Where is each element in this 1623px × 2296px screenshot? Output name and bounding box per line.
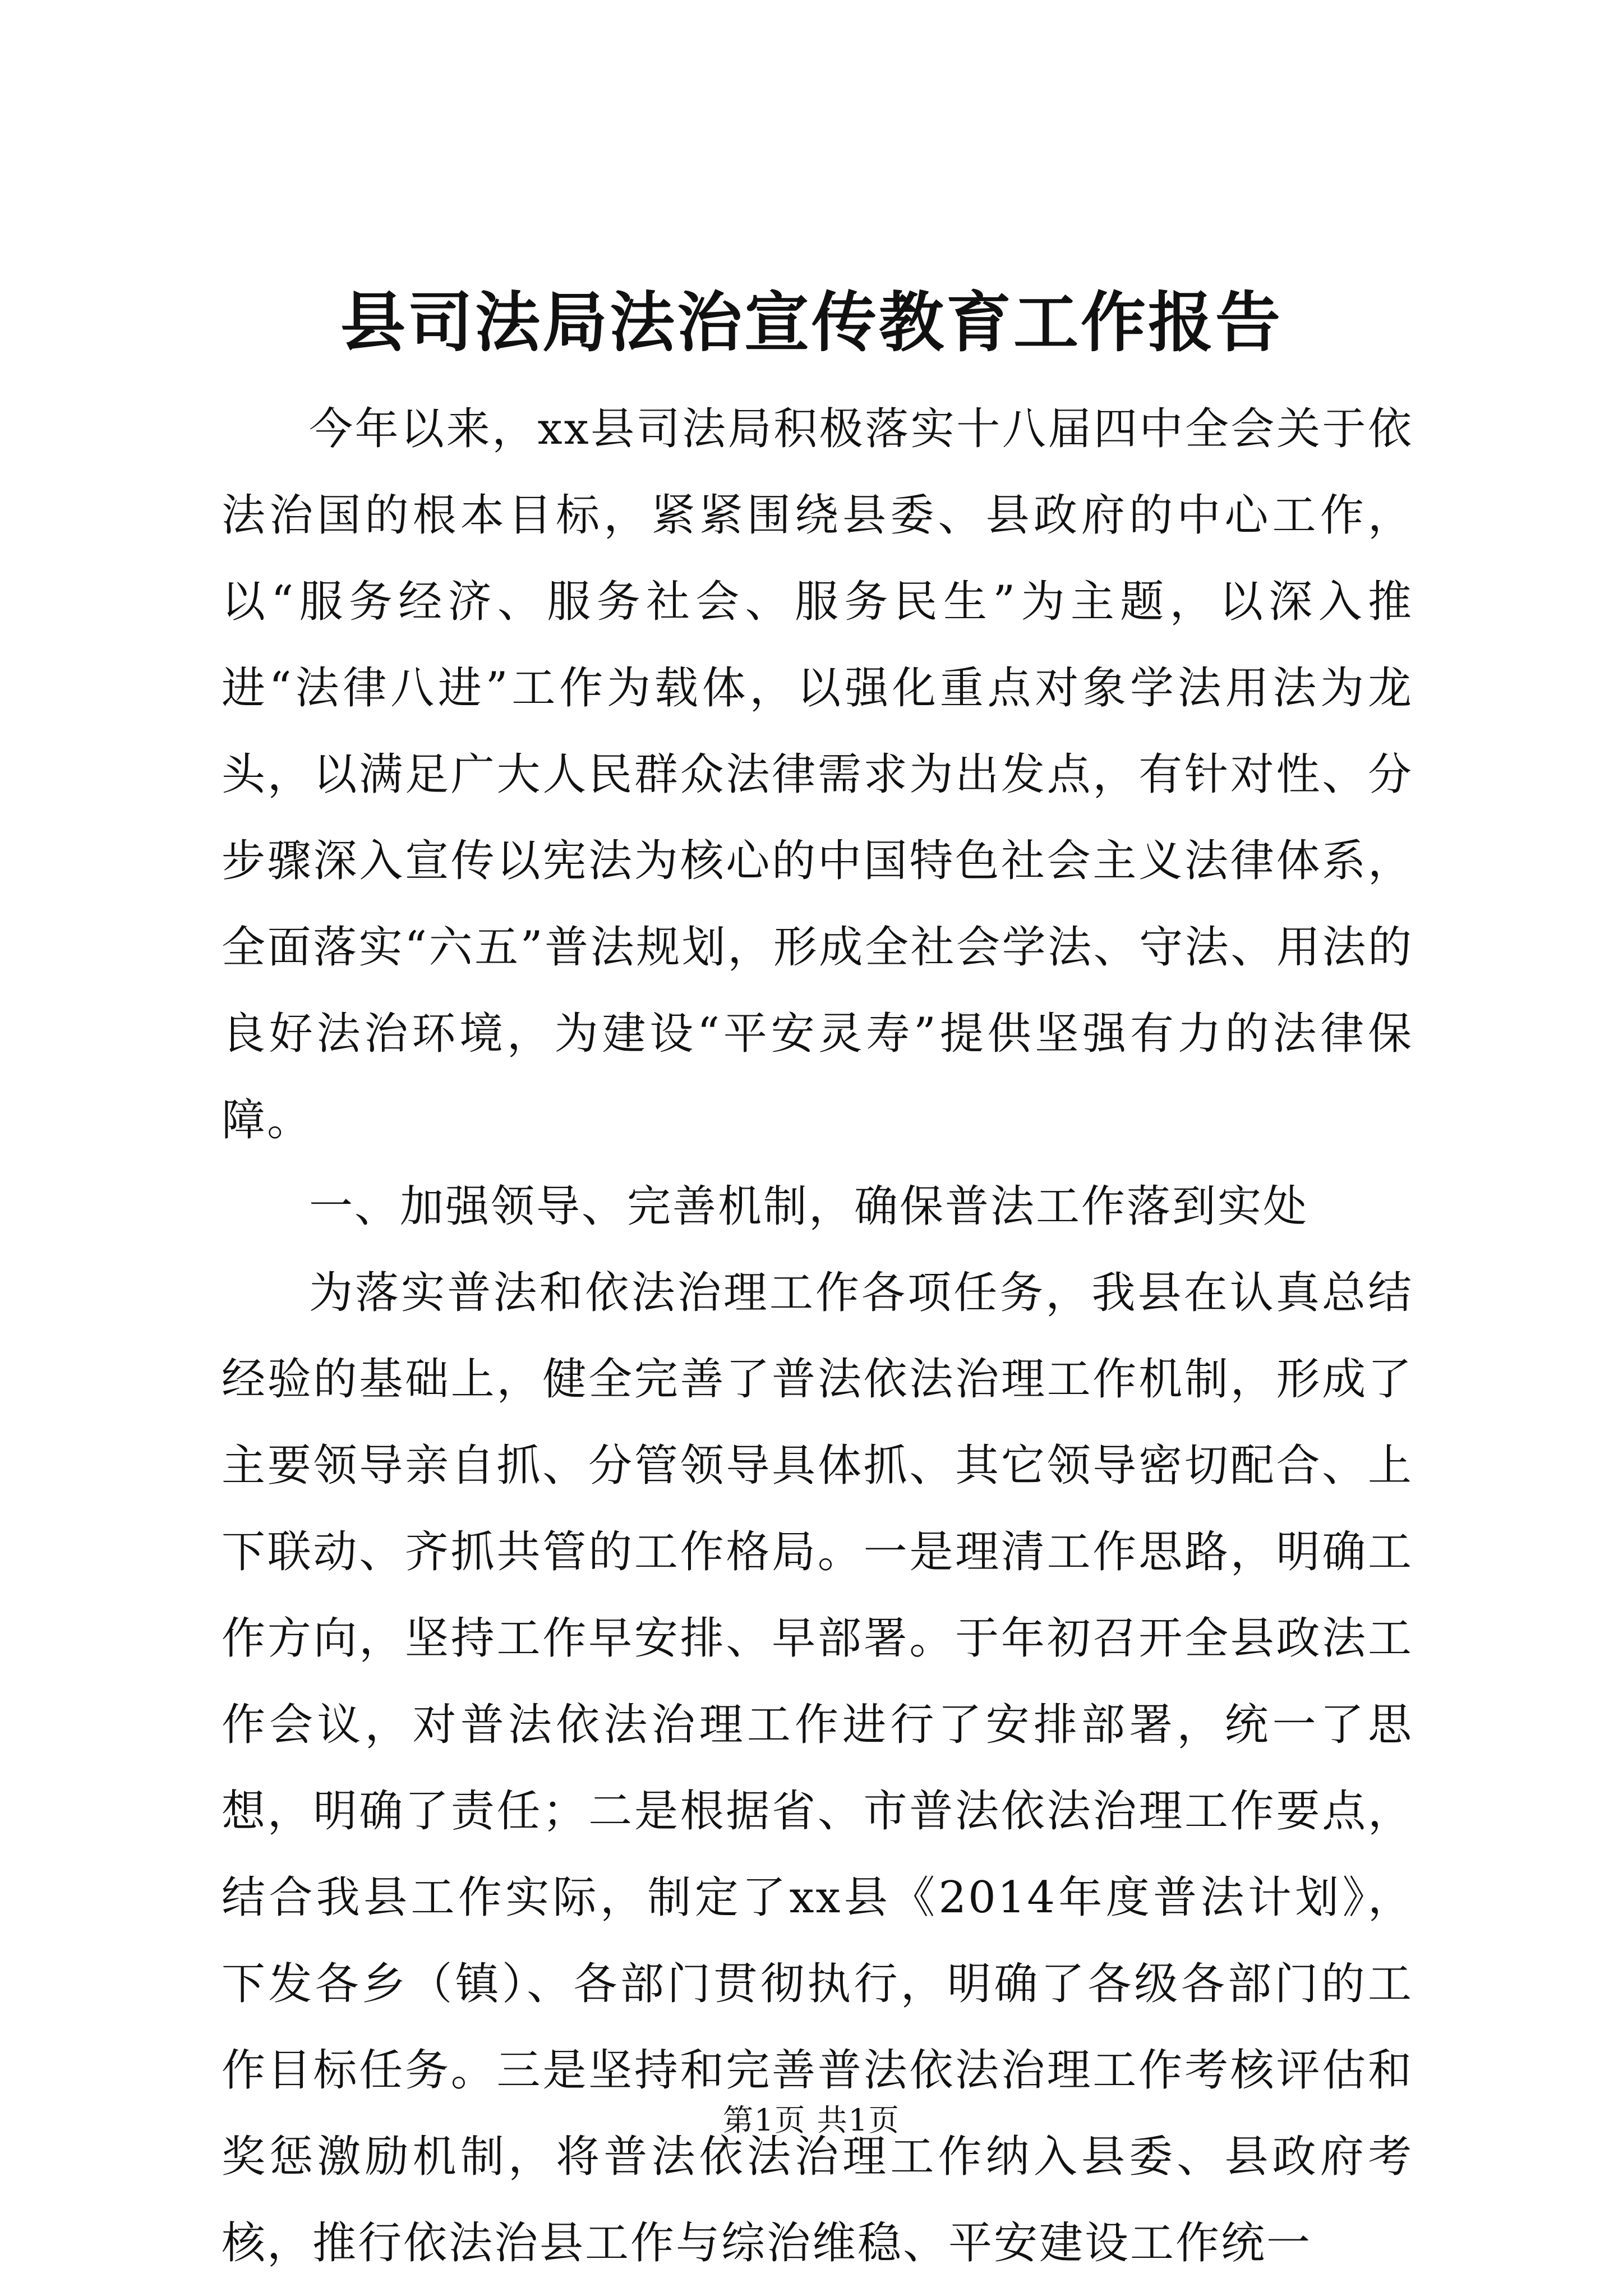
- document-title: 县司法局法治宣传教育工作报告: [340, 284, 1283, 361]
- document-body: [222, 386, 1413, 2286]
- page-footer: 第1页 共1页: [723, 2102, 900, 2138]
- intro-paragraph: 今年以来，xx县司法局积极落实十八届四中全会关于依法治国的根本目标，紧紧围绕县委、县政府的中心工作，以“服务经济、服务社会、服务民生”为主题，以深入推进“法律八进”工作为载体，以强化重点对象学法用法为龙头，以满足广大人民群众法律需求为出发点，有针对性、分步骤深入宣传以宪法为核心的中国特色社会主义法律体系，全面落实“六五”普法规划，形成全社会学法、守法、用法的良好法治环境，为建设“平安灵寿”提供坚强有力的法律保障。: [222, 404, 1413, 1145]
- section-1-paragraph: 为落实普法和依法治理工作各项任务，我县在认真总结经验的基础上，健全完善了普法依法治理工作机制，形成了主要领导亲自抓、分管领导具体抓、其它领导密切配合、上下联动、齐抓共管的工作格局。一是理清工作思路，明确工作方向，坚持工作早安排、早部署。于年初召开全县政法工作会议，对普法依法治理工作进行了安排部署，统一了思想，明确了责任；二是根据省、市普法依法治理工作要点，结合我县工作实际，制定了xx县《2014年度普法计划》，下发各乡（镇）、各部门贯彻执行，明确了各级各部门的工作目标任务。三是坚持和完善普法依法治理工作考核评估和奖惩激励机制，将普法依法治理工作纳入县委、县政府考核，推行依法治县工作与综治维稳、平安建设工作统一: [222, 1268, 1413, 2269]
- section-heading-1: 一、加强领导、完善机制，确保普法工作落到实处: [309, 1181, 1309, 1232]
